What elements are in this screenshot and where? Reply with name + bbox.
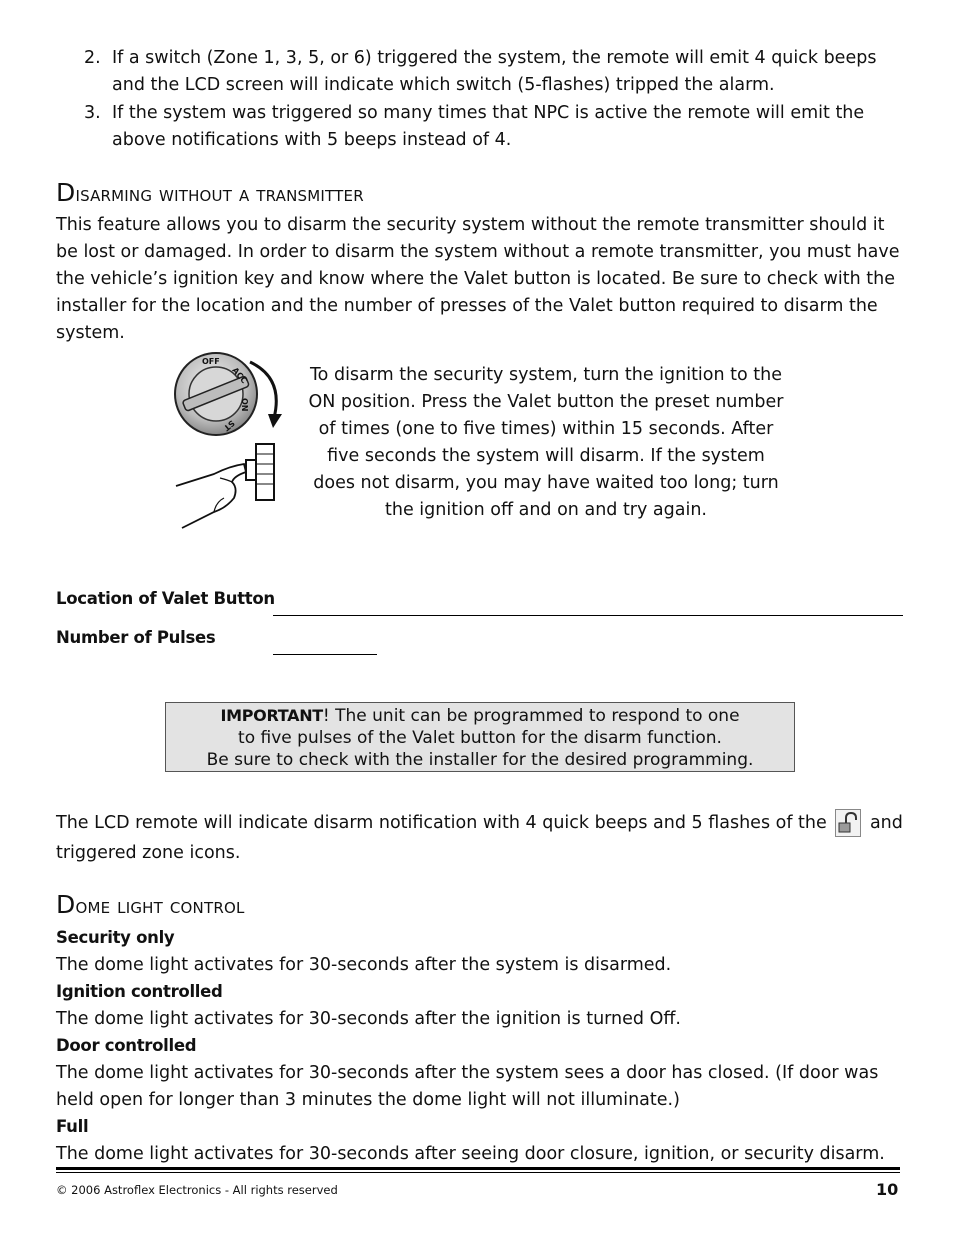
- footer-rule-thin: [56, 1172, 900, 1173]
- pulses-input-line[interactable]: [273, 654, 377, 655]
- ignition-label-on: ON: [240, 398, 249, 412]
- footer-copyright: © 2006 Astroflex Electronics - All rights reserved: [56, 1183, 338, 1197]
- page-number: 10: [876, 1180, 899, 1199]
- important-text-2: to five pulses of the Valet button for the disarm function.: [238, 728, 722, 748]
- important-notice: [165, 702, 795, 772]
- pulses-label: Number of Pulses: [56, 628, 216, 647]
- location-input-line[interactable]: [273, 615, 903, 616]
- list-text: If the system was triggered so many times that NPC is active the remote will emit the above notifications with 5 beeps instead of 4.: [112, 103, 865, 150]
- notify-before: The LCD remote will indicate disarm notification with 4 quick beeps and 5 flashes of the: [56, 813, 827, 833]
- location-label: Location of Valet Button: [56, 589, 275, 608]
- dome-item-label: Door controlled: [56, 1036, 197, 1055]
- important-bang: !: [322, 706, 330, 726]
- list-number: 3.: [84, 103, 101, 123]
- ignition-switch-icon: [170, 348, 290, 440]
- footer-rule: [56, 1167, 900, 1170]
- section-heading-disarming: [56, 178, 364, 207]
- list-number: 2.: [84, 48, 101, 68]
- hand-pressing-button-icon: [174, 442, 284, 536]
- list-text: If a switch (Zone 1, 3, 5, or 6) triggered the system, the remote will emit 4 quick beeps and the LCD screen will indicate which switch (5-flashes) tripped the alarm.: [112, 48, 877, 95]
- notify-line-2: triggered zone icons.: [56, 843, 241, 863]
- dome-item-text: The dome light activates for 30-seconds after the system sees a door has closed. (If door was held open for longer than 3 minutes the dome light will not illuminate.): [56, 1063, 879, 1110]
- unlock-icon: [835, 809, 861, 837]
- heading-initial: D: [56, 890, 76, 919]
- important-text-1: The unit can be programmed to respond to one: [329, 706, 740, 726]
- heading-initial: D: [56, 178, 76, 207]
- important-label: IMPORTANT: [220, 706, 323, 725]
- dome-item-text: The dome light activates for 30-seconds after seeing door closure, ignition, or security disarm.: [56, 1144, 885, 1164]
- notify-text: [56, 809, 903, 837]
- dome-item-label: Security only: [56, 928, 175, 947]
- ignition-label-st: ST: [221, 418, 237, 433]
- dome-item-label: Ignition controlled: [56, 982, 223, 1001]
- disarm-steps: To disarm the security system, turn the ignition to the ON position. Press the Valet button the preset number of times (one to five times) within 15 seconds. After five seconds the system will disarm. If the system does not disarm, you may have waited too long; turn the ignition off and on and try again.: [308, 365, 784, 520]
- heading-rest: ome light control: [75, 894, 245, 918]
- ignition-label-off: OFF: [202, 357, 220, 366]
- dome-item-label: Full: [56, 1117, 89, 1136]
- disarm-intro: This feature allows you to disarm the security system without the remote transmitter should it be lost or damaged. In order to disarm the system without a remote transmitter, you must have the vehicle’s ignition key and know where the Valet button is located. Be sure to check with the installer for the location and the number of presses of the Valet button required to disarm the system.: [56, 215, 900, 343]
- dome-item-text: The dome light activates for 30-seconds after the ignition is turned Off.: [56, 1009, 681, 1029]
- ignition-label-acc: ACC: [230, 365, 249, 386]
- heading-rest: isarming without a transmitter: [75, 182, 364, 206]
- notify-after: and: [869, 813, 903, 833]
- important-text-3: Be sure to check with the installer for the desired programming.: [206, 750, 754, 770]
- dome-item-text: The dome light activates for 30-seconds after the system is disarmed.: [56, 955, 672, 975]
- section-heading-dome-light: [56, 890, 245, 919]
